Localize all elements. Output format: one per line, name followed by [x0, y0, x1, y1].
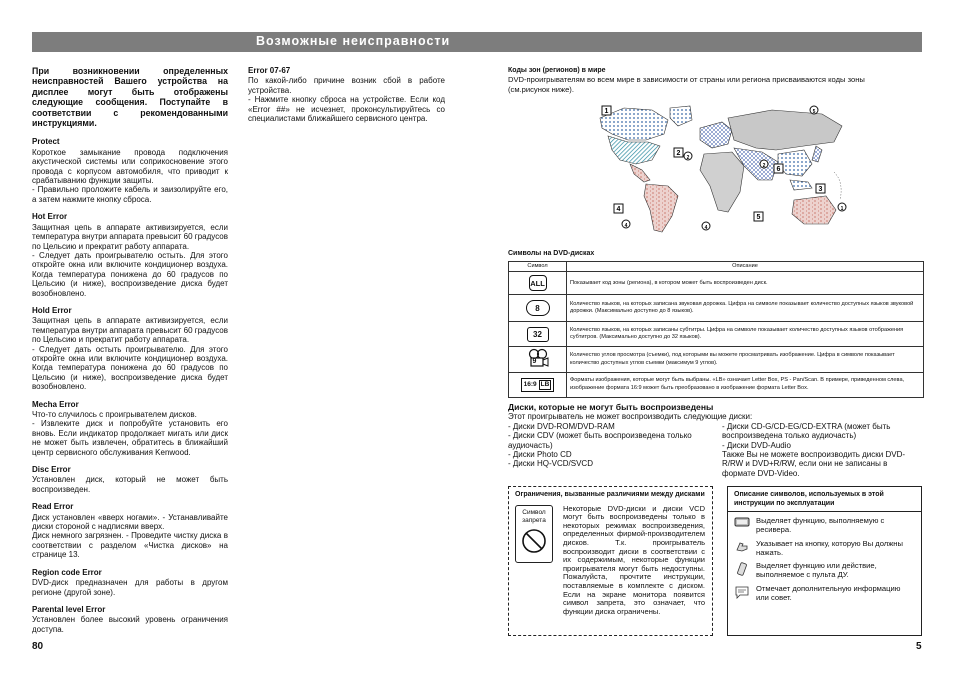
list-item — [734, 585, 915, 603]
page-number-left: 80 — [32, 641, 44, 652]
manual-symbol-text: Выделяет функцию, выполняемую с ресивера. — [756, 516, 885, 534]
error-body: По какой-либо причине возник сбой в работе устройства. - Нажмите кнопку сброса на устройстве. Если код «Error ##» не исчезнет, проконсультируйтесь со специалистами ближайшего сервисного центра. — [248, 76, 445, 124]
svg-text:4: 4 — [616, 206, 621, 213]
svg-text:6: 6 — [776, 166, 781, 173]
error-title: Hot Error — [32, 212, 68, 222]
hand-press-icon — [734, 540, 750, 552]
svg-text:2: 2 — [762, 163, 766, 169]
nonplayable-intro: Этот проигрыватель не может воспроизводить следующие диски: — [508, 412, 753, 422]
manual-symbol-text: Указывает на кнопку, которую Вы должны нажать. — [756, 538, 903, 557]
troubleshooting-column-1 — [32, 66, 228, 642]
symbol-desc: Количество языков, на которых записаны субтитры. Цифра на символе показывает количество доступных языков отображения субтитров. (Максимально доступно до 32 языков). — [567, 322, 924, 347]
error-body: DVD-диск предназначен для работы в другом регионе (другой зоне). — [32, 578, 228, 597]
prohibit-icon — [521, 528, 547, 554]
manual-symbol-text: Выделяет функцию или действие, выполняемое с пульта ДУ. — [756, 561, 877, 580]
region-marker — [674, 148, 683, 157]
error-title: Parental level Error — [32, 604, 106, 614]
error-title: Mecha Error — [32, 399, 79, 409]
region-marker — [754, 212, 763, 221]
error-body: Установлен диск, который не может быть воспроизведен. — [32, 475, 228, 494]
zones-section — [508, 66, 923, 94]
error-body: Диск установлен «вверх ногами». - Устанавливайте диски стороной с надписями вверх. Диск немного загрязнен. - Проведите чистку диска в соответствии с разделом «Чистка дисков» на странице 13. — [32, 512, 228, 560]
prohibit-symbol-box — [515, 505, 553, 563]
table-row — [509, 295, 924, 322]
camera-angles-icon — [527, 348, 549, 367]
symbols-table — [508, 261, 924, 398]
svg-text:2: 2 — [686, 155, 690, 161]
symbol-desc: Количество языков, на которых записана звуковая дорожка. Цифра на символе показывает количество доступных языков звуковой дорожки. (Максимально доступно до 8 языков). — [567, 295, 924, 322]
table-row — [509, 322, 924, 347]
manual-symbols-title: Описание символов, используемых в этой инструкции по эксплуатации — [728, 487, 921, 512]
error-body: Защитная цепь в аппарате активизируется, если температура внутри аппарата превысит 60 градусов по Цельсию и прекратит работу аппарата. - Следует дать проигрывателю остыть. Для этого откройте окна или включите кондиционер воздуха. Когда температура понижена до 60 градусов по Цельсию (и ниже), воспроизведение диска будет возобновлено. — [32, 222, 228, 298]
error-section — [32, 605, 228, 634]
region-marker — [774, 164, 783, 173]
error-title: Error 07-67 — [248, 66, 291, 75]
region-marker — [602, 106, 611, 115]
page-number-right: 5 — [916, 641, 922, 652]
error-section — [32, 306, 228, 392]
symbols-col-description: Описание — [567, 262, 924, 272]
error-section — [32, 568, 228, 597]
nonplayable-title: Диски, которые не могут быть воспроизведены — [508, 402, 714, 412]
subtitle-languages-icon: 32 — [527, 327, 549, 342]
nonplayable-list-right: - Диски CD-G/CD-EG/CD-EXTRA (может быть воспроизведена только аудиочасть) - Диски DVD-Audio Также Вы не можете воспроизводить диски DVD-R/RW и DVD+R/RW, если они не записаны в формате DVD-Video. — [722, 421, 906, 478]
list-item — [734, 517, 915, 535]
nonplayable-list-left: - Диски DVD-ROM/DVD-RAM - Диски CDV (может быть воспроизведена только аудиочасть) - Диски Photo CD - Диски HQ-VCD/SVCD — [508, 421, 692, 469]
list-item — [734, 540, 915, 558]
manual-symbols-box — [727, 486, 922, 636]
page-title: Возможные неисправности — [256, 34, 451, 48]
region-marker — [614, 204, 623, 213]
error-section — [32, 400, 228, 457]
header-bar — [32, 32, 922, 52]
svg-text:5: 5 — [812, 109, 816, 115]
symbols-col-symbol: Символ — [509, 262, 567, 272]
zones-body: DVD-проигрывателям во всем мире в зависимости от страны или региона присваиваются коды зоны (см.рисунок ниже). — [508, 75, 865, 94]
prohibit-symbol-label: Символ запрета — [522, 508, 546, 524]
error-section — [32, 212, 228, 298]
svg-text:4: 4 — [624, 223, 628, 229]
error-title: Region code Error — [32, 567, 102, 577]
region-marker — [702, 222, 710, 231]
svg-text:5: 5 — [756, 214, 761, 221]
region-marker — [838, 203, 846, 212]
symbols-title: Символы на DVD-дисках — [508, 250, 595, 257]
world-region-map — [572, 100, 854, 242]
error-section — [32, 465, 228, 494]
error-title: Read Error — [32, 502, 74, 512]
aspect-ratio-icon — [521, 378, 555, 391]
error-section — [32, 502, 228, 559]
svg-text:1: 1 — [604, 108, 609, 115]
symbol-desc: Количество углов просмотра (съемки), под которыми вы можете просматривать изображение. Цифра в символе показывает количество доступных углов съемки (максимум 9 углов). — [567, 347, 924, 372]
troubleshooting-column-2 — [248, 66, 445, 131]
error-body: Короткое замыкание провода подключения акустической системы или соприкосновение этого провода с корпусом автомобиля, что приводит к срабатыванию функции защиты. - Правильно проложите кабель и заизолируйте его, а затем нажмите кнопку сброса. — [32, 147, 228, 204]
error-section — [32, 137, 228, 204]
error-title: Hold Error — [32, 305, 72, 315]
remote-control-icon — [734, 562, 750, 576]
angles-count: 9 — [532, 358, 537, 366]
svg-text:2: 2 — [676, 150, 681, 157]
restrictions-title: Ограничения, вызванные различиями между дисками — [515, 491, 705, 498]
svg-text:4: 4 — [704, 225, 708, 231]
zones-title: Коды зон (регионов) в мире — [508, 67, 606, 74]
aspect-label: 16:9 — [523, 381, 537, 389]
error-title: Protect — [32, 137, 60, 147]
list-item — [734, 562, 915, 580]
table-row — [509, 347, 924, 372]
error-body: Установлен более высокий уровень ограничения доступа. — [32, 615, 228, 634]
svg-text:3: 3 — [818, 186, 823, 193]
audio-languages-icon: 8 — [526, 300, 550, 316]
region-marker — [622, 220, 630, 229]
error-body: Защитная цепь в аппарате активизируется, если температура внутри аппарата превысит 60 градусов по Цельсию и прекратит работу аппарата. - Следует дать остыть проигрывателю. Для этого откройте окна или включите кондиционер воздуха. Когда температура понижена до 60 градусов по Цельсию (и ниже), воспроизведение диска будет возобновлено. — [32, 316, 228, 392]
manual-symbol-text: Отмечает дополнительную информацию или совет. — [756, 583, 901, 602]
all-region-icon: ALL — [529, 275, 547, 291]
symbol-desc: Форматы изображения, которые могут быть выбраны. «LB» означает Letter Box, PS - Pan/Scan. В примере, приведенном слева, изображение формата 16:9 может быть преобразовано в изображение формата Letter Box. — [567, 372, 924, 397]
svg-text:1: 1 — [840, 206, 844, 212]
note-icon — [734, 585, 750, 599]
nonplayable-section — [508, 403, 923, 478]
region-marker — [684, 152, 692, 161]
intro-text: При возникновении определенных неисправностей Вашего устройства на дисплее могут быть отображены следующие сообщения. Поступайте в соответствии с рекомендованными инструкциями. — [32, 66, 228, 129]
symbol-desc: Показывает код зоны (региона), в котором может быть воспроизведен диск. — [567, 272, 924, 295]
table-row — [509, 372, 924, 397]
restrictions-box — [508, 486, 713, 636]
table-row — [509, 272, 924, 295]
error-body: Что-то случилось с проигрывателем дисков. - Извлеките диск и попробуйте установить его вновь. Если индикатор продолжает мигать или диск не может быть извлечен, обратитесь в ближайший центр сервисного обслуживания Kenwood. — [32, 410, 228, 457]
region-marker — [816, 184, 825, 193]
press-button-icon — [734, 517, 750, 527]
restrictions-body: Некоторые DVD-диски и диски VCD могут быть воспроизведены только в некоторых режимах воспроизведения, определенных фирмой-производителем дисков. Т.к. проигрыватель воспроизводит диски в соответствии с их содержимым, некоторые функции проигрывателя могут быть недоступны. Пожалуйста, прочтите инструкции, поставляемые в комплекте с диском. Если на экране монитора появится символ запрета, это означает, что функции диска ограничены. — [563, 503, 705, 616]
error-title: Disc Error — [32, 465, 71, 475]
letterbox-label: LB — [540, 381, 550, 389]
